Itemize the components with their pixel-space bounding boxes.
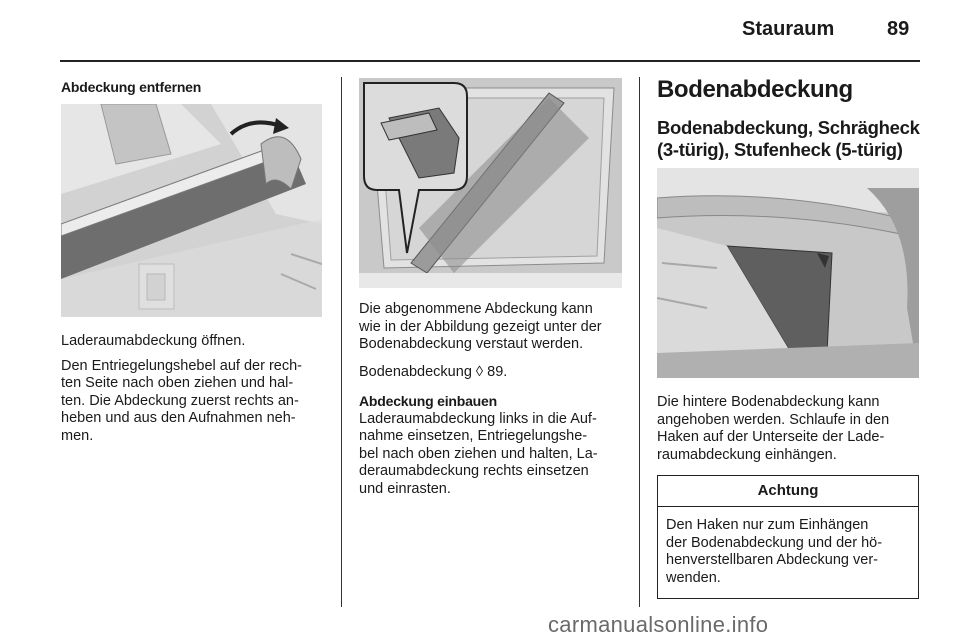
paragraph-line: und einrasten.: [359, 480, 451, 497]
warning-line: der Bodenabdeckung und der hö-: [666, 534, 883, 551]
figure-floor-cover: [657, 168, 919, 378]
watermark: carmanualsonline.info: [548, 612, 769, 637]
subheading-line: Bodenabdeckung, Schrägheck: [657, 117, 920, 138]
paragraph-line: Den Entriegelungshebel auf der rech-: [61, 357, 303, 374]
subheading-install-cover: Abdeckung einbauen: [359, 393, 497, 409]
paragraph-line: ten Seite nach oben ziehen und hal-: [61, 375, 294, 391]
paragraph-line: Haken auf der Unterseite der Lade-: [657, 429, 885, 445]
header-rule: [60, 60, 920, 62]
paragraph-line: Laderaumabdeckung links in die Auf-: [359, 410, 597, 427]
page-number: 89: [887, 18, 910, 40]
subheading-line: (3-türig), Stufenheck (5-türig): [657, 139, 903, 160]
warning-line: henverstellbaren Abdeckung ver-: [666, 552, 878, 568]
page-reference: [359, 364, 634, 382]
section-title: Stauraum: [742, 18, 835, 40]
warning-title: Achtung: [658, 476, 918, 507]
heading-remove-cover: Abdeckung entfernen: [61, 79, 202, 95]
figure-cover-removal: [61, 104, 322, 317]
reference-page: 89.: [487, 363, 508, 380]
paragraph-line: wie in der Abbildung gezeigt unter der: [359, 318, 602, 335]
paragraph-line: heben und aus den Aufnahmen neh-: [61, 410, 296, 426]
paragraph-line: ten. Die Abdeckung zuerst rechts an-: [61, 392, 299, 409]
column-divider-2: [639, 77, 640, 607]
reference-icon: ◊: [475, 363, 484, 380]
paragraph-line: deraumabdeckung rechts einsetzen: [359, 463, 589, 479]
reference-label: Bodenabdeckung: [359, 363, 472, 380]
column-divider-1: [341, 77, 342, 607]
paragraph-line: Die abgenommene Abdeckung kann: [359, 301, 593, 317]
figure-stowed-cover: [359, 78, 622, 288]
paragraph-line: angehoben werden. Schlaufe in den: [657, 411, 890, 428]
paragraph-line: nahme einsetzen, Entriegelungshe-: [359, 428, 588, 444]
paragraph-line: men.: [61, 427, 94, 444]
heading-floor-cover: Bodenabdeckung: [657, 76, 853, 103]
paragraph-line: bel nach oben ziehen und halten, La-: [359, 445, 598, 462]
paragraph-line: Die hintere Bodenabdeckung kann: [657, 394, 880, 410]
paragraph-line: raumabdeckung einhängen.: [657, 446, 837, 463]
warning-box: [657, 475, 919, 599]
paragraph-open-cover: Laderaumabdeckung öffnen.: [61, 333, 246, 349]
warning-line: wenden.: [666, 569, 721, 586]
paragraph-line: Bodenabdeckung verstaut werden.: [359, 336, 584, 352]
warning-line: Den Haken nur zum Einhängen: [666, 517, 869, 533]
